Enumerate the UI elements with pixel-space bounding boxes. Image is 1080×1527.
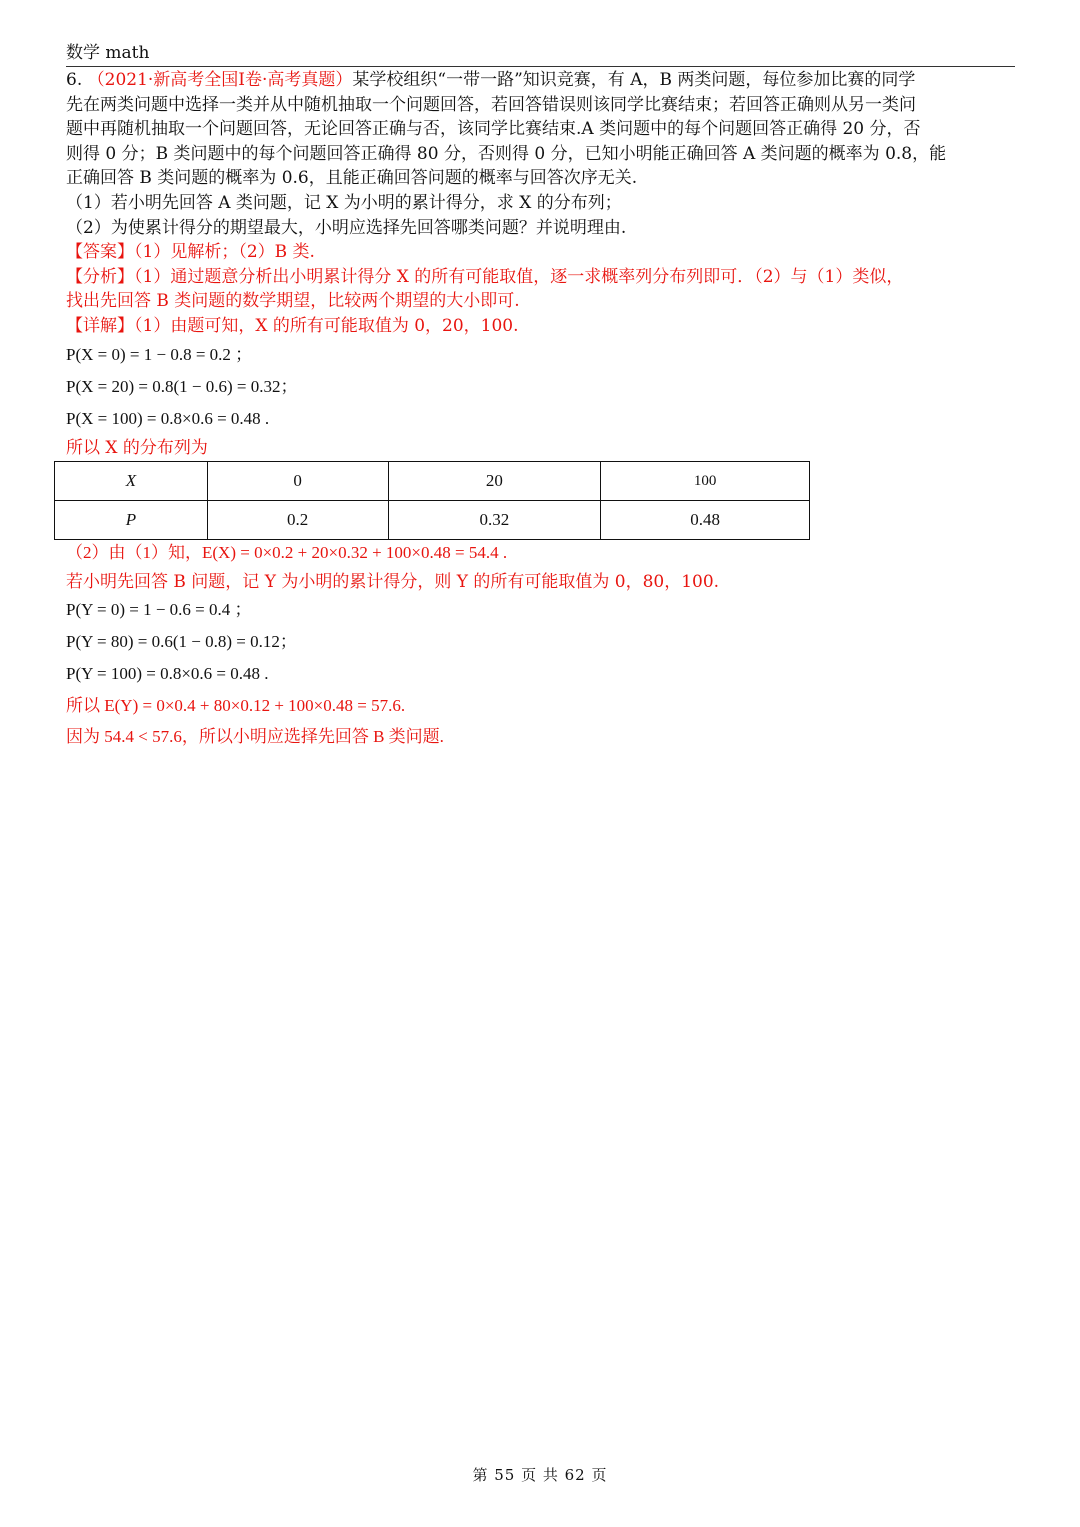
table-cell: 0.2 <box>207 501 388 540</box>
question-line-1 <box>66 68 1015 93</box>
table-cell: 20 <box>388 462 601 501</box>
conclusion-line: 因为 54.4 < 57.6，所以小明应选择先回答 B 类问题. <box>66 727 444 746</box>
question-line-5: 正确回答 B 类问题的概率为 0.6，且能正确回答问题的概率与回答次序无关. <box>66 168 638 189</box>
equation-py0: P(Y = 0) = 1 − 0.6 = 0.4 ； <box>66 600 252 619</box>
page-header: 数学 math <box>66 42 1015 67</box>
table-cell: 0.32 <box>388 501 601 540</box>
equation-py80: P(Y = 80) = 0.6(1 − 0.8) = 0.12； <box>66 632 297 651</box>
distribution-table <box>54 461 810 540</box>
question-line-4: 则得 0 分；B 类问题中的每个问题回答正确得 80 分，否则得 0 分，已知小明能正确回答 A 类问题的概率为 0.8，能 <box>66 143 947 164</box>
equation-px0: P(X = 0) = 1 − 0.8 = 0.2 ； <box>66 345 253 364</box>
table-cell: 0 <box>207 462 388 501</box>
question-line-1-text: 某学校组织“一带一路”知识竞赛，有 A，B 两类问题，每位参加比赛的同学 <box>352 70 916 90</box>
equation-py100: P(Y = 100) = 0.8×0.6 = 0.48 . <box>66 664 269 683</box>
sub-question-2: （2）为使累计得分的期望最大，小明应选择先回答哪类问题？并说明理由. <box>66 217 627 238</box>
source-tag: （2021·新高考全国Ⅰ卷·高考真题） <box>87 70 353 90</box>
table-cell: 100 <box>601 462 810 501</box>
expectation-y: 所以 E(Y) = 0×0.4 + 80×0.12 + 100×0.48 = 57.6. <box>66 696 406 715</box>
expectation-x: （2）由（1）知，E(X) = 0×0.2 + 20×0.32 + 100×0.48 = 54.4 . <box>66 543 508 562</box>
table-row <box>55 501 810 540</box>
table-cell: 0.48 <box>601 501 810 540</box>
analysis-line-2: 找出先回答 B 类问题的数学期望，比较两个期望的大小即可. <box>66 291 520 312</box>
question-line-3: 题中再随机抽取一个问题回答，无论回答正确与否，该同学比赛结束.A 类问题中的每个问题回答正确得 20 分，否 <box>66 119 921 140</box>
if-b-first-line: 若小明先回答 B 问题，记 Y 为小明的累计得分，则 Y 的所有可能取值为 0，80，100. <box>66 572 720 592</box>
question-line-2: 先在两类问题中选择一类并从中随机抽取一个问题回答，若回答错误则该同学比赛结束；若回答正确则从另一类问 <box>66 94 916 115</box>
equation-px20: P(X = 20) = 0.8(1 − 0.6) = 0.32； <box>66 377 298 396</box>
detail-line: 【详解】（1）由题可知，X 的所有可能取值为 0，20，100. <box>66 315 519 336</box>
table-row <box>55 462 810 501</box>
table-cell: X <box>55 462 208 501</box>
analysis-line-1: 【分析】（1）通过题意分析出小明累计得分 X 的所有可能取值，逐一求概率列分布列即可．（2）与（1）类似， <box>66 266 904 287</box>
equation-px100: P(X = 100) = 0.8×0.6 = 0.48 . <box>66 409 270 428</box>
question-block <box>66 68 1015 339</box>
sub-question-1: （1）若小明先回答 A 类问题，记 X 为小明的累计得分，求 X 的分布列； <box>66 192 622 213</box>
distribution-label: 所以 X 的分布列为 <box>66 438 208 458</box>
question-number: 6. <box>66 70 88 90</box>
page-footer: 第 55 页 共 62 页 <box>472 1466 608 1484</box>
table-cell: P <box>55 501 208 540</box>
answer-line: 【答案】（1）见解析；（2）B 类. <box>66 242 315 263</box>
